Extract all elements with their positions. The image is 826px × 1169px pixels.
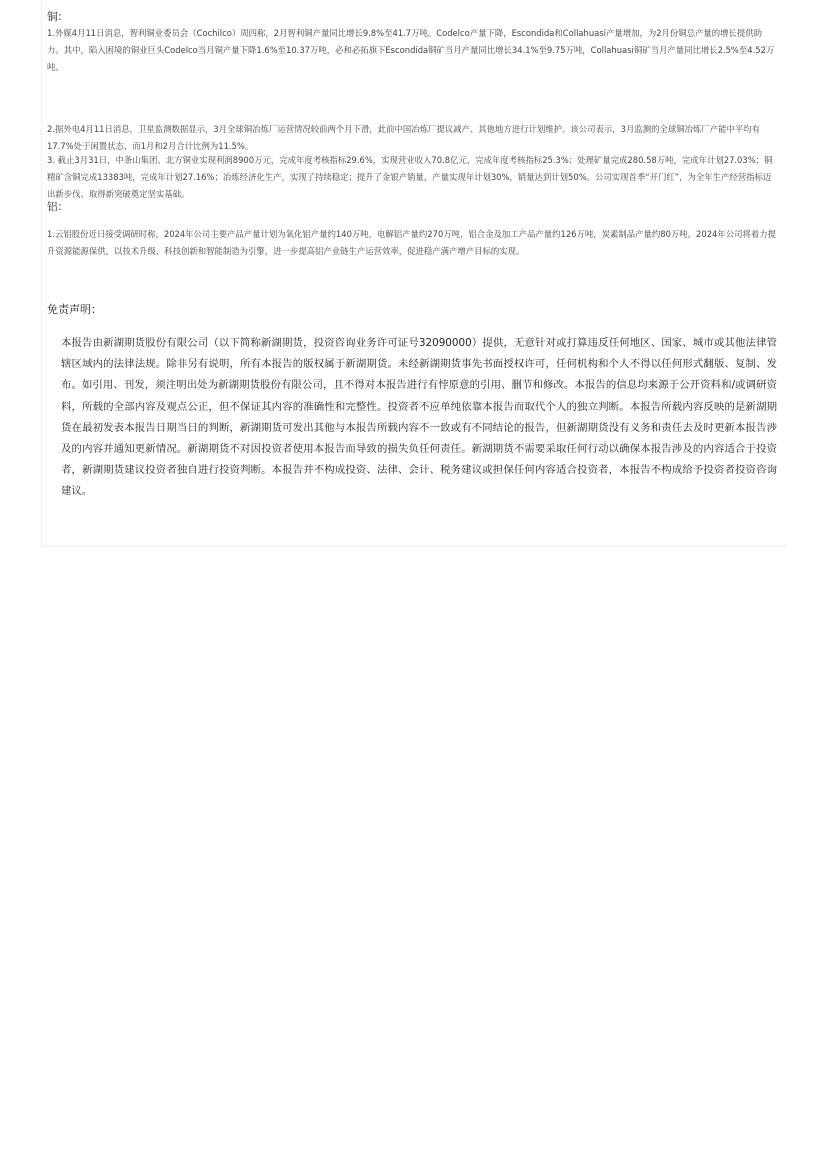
copper-news-1: 1.外媒4月11日消息，智利铜业委员会（Cochilco）周四称，2月智利铜产量同比增长9.8%至41.7万吨。Codelco产量下降，Escondida和Collahuasi产量增加，为2月份铜总产量的增长提供助力。其中，陷入困境的铜业巨头Codelco当月铜产量下降1.6%至10.37万吨，必和必拓旗下Escondida铜矿当月产量同比增长34.1%至9.75万吨，Collahuasi铜矿当月产量同比增长2.5%至4.52万吨。 [47, 28, 775, 73]
copper-heading: 铜： [47, 11, 68, 23]
copper-news-3: 3. 截止3月31日，中条山集团、北方铜业实现利润8900万元，完成年度考核指标29.6%，实现营业收入70.8亿元，完成年度考核指标25.3%；处理矿量完成280.58万吨，完成年计划27.03%；铜精矿含铜完成13383吨，完成年计划27.16%；冶炼经济化生产，实现了持续稳定；提升了金银产销量，产量实现年计划30%，销量达到计划50%。公司实现首季“开门红”，为全年生产经营指标迈出新步伐、取得新突破奠定坚实基础。 [47, 155, 773, 200]
aluminum-heading: 铝： [47, 201, 68, 213]
disclaimer-title: 免责声明： [47, 303, 102, 316]
copper-news-2: 2.据外电4月11日消息，卫星监测数据显示，3月全球铜冶炼厂运营情况较前两个月下滑，此前中国冶炼厂提议减产、其他地方进行计划维护。该公司表示，3月监测的全球铜冶炼厂产能中平均有17.7%处于闲置状态，而1月和2月合计比例为11.5%。 [47, 124, 761, 152]
disclaimer-body: 本报告由新湖期货股份有限公司（以下简称新湖期货，投资咨询业务许可证号32090000）提供，无意针对或打算违反任何地区、国家、城市或其他法律管辖区域内的法律法规。除非另有说明，所有本报告的版权属于新湖期货。未经新湖期货事先书面授权许可，任何机构和个人不得以任何形式翻版、复制、发布。如引用、刊发，须注明出处为新湖期货股份有限公司，且不得对本报告进行有悖原意的引用、删节和修改。本报告的信息均来源于公开资料和/或调研资料，所载的全部内容及观点公正，但不保证其内容的准确性和完整性。投资者不应单纯依靠本报告而取代个人的独立判断。本报告所载内容反映的是新湖期货在最初发表本报告日期当日的判断，新湖期货可发出其他与本报告所载内容不一致或有不同结论的报告，但新湖期货没有义务和责任去及时更新本报告涉及的内容并通知更新情况。新湖期货不对因投资者使用本报告而导致的损失负任何责任。新湖期货不需要采取任何行动以确保本报告涉及的内容适合于投资者，新湖期货建议投资者独自进行投资判断。本报告并不构成投资、法律、会计、税务建议或担保任何内容适合投资者，本报告不构成给予投资者投资咨询建议。 [61, 337, 777, 498]
aluminum-news-1: 1.云铝股份近日接受调研时称，2024年公司主要产品产量计划为氧化铝产量约140万吨，电解铝产量约270万吨，铝合金及加工产品产量约126万吨，炭素制品产量约80万吨。2024年公司将着力提升资源能源保供，以技术升级、科技创新和智能制造为引擎，进一步提高铝产业链生产运营效率，促进稳产满产增产目标的实现。 [47, 229, 776, 257]
